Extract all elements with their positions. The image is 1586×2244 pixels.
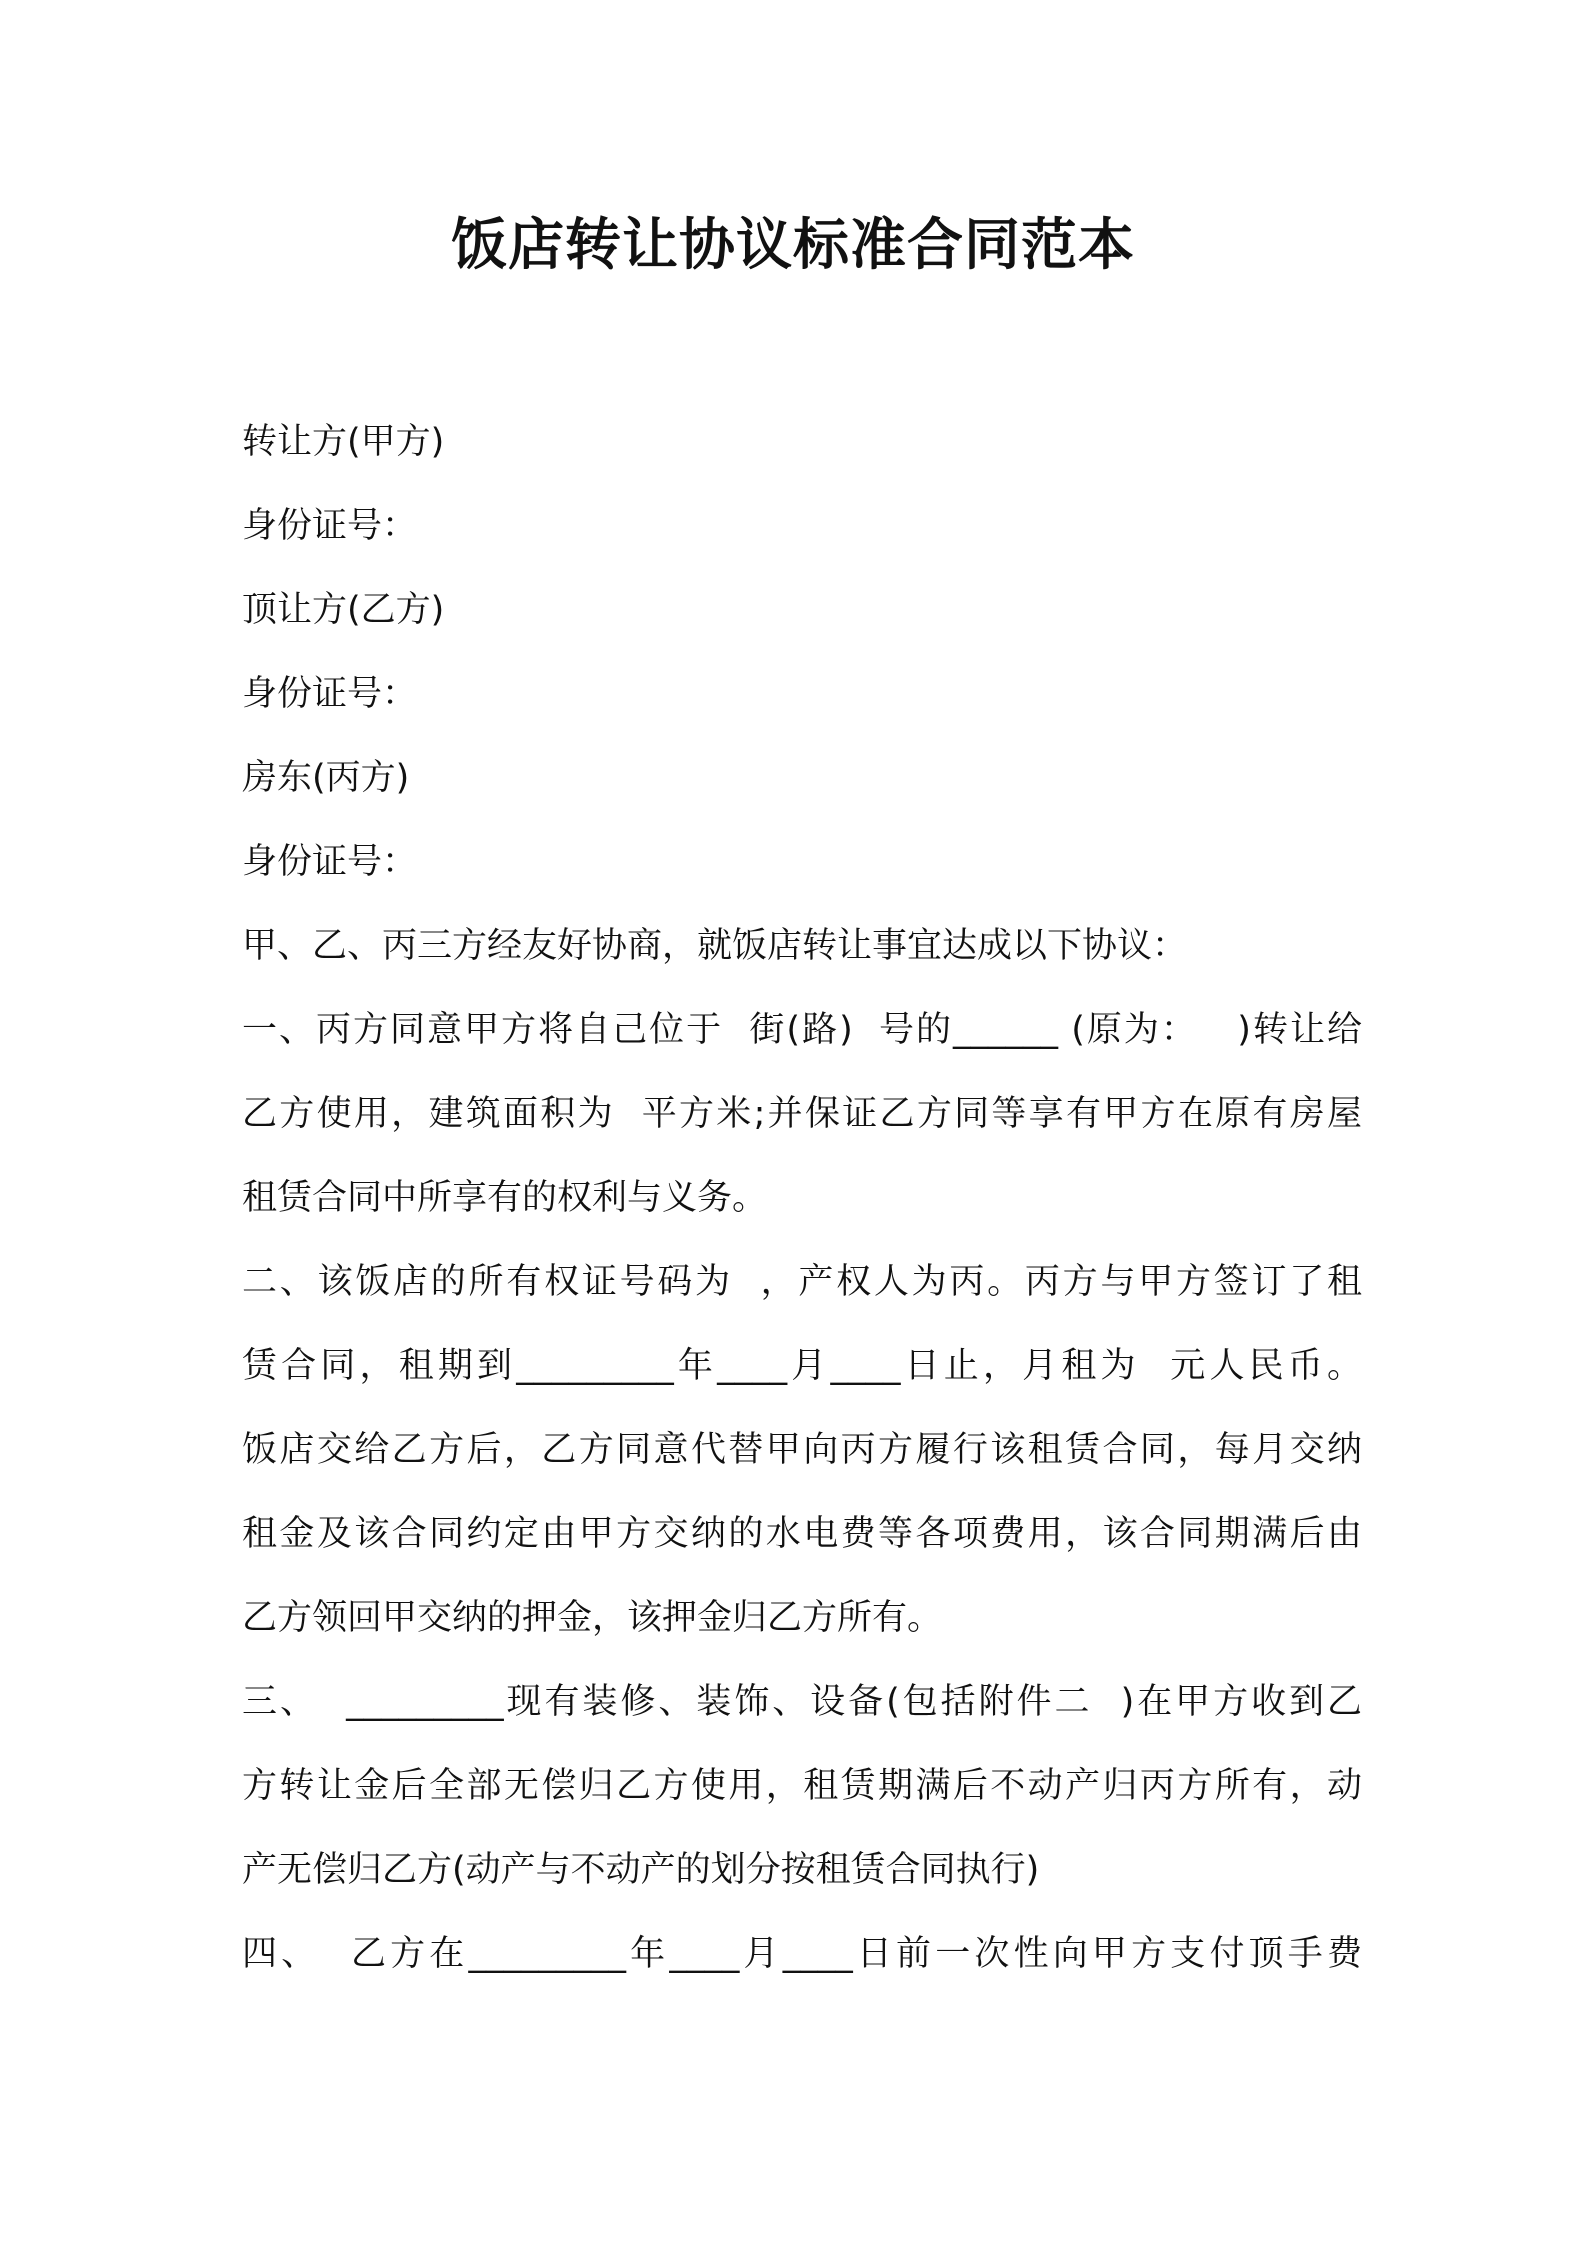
clause-3-line-1: 三、 _________现有装修、装饰、设备(包括附件二 )在甲方收到乙 xyxy=(242,1682,1362,1722)
clause-2-line-3: 饭店交给乙方后，乙方同意代替甲向丙方履行该租赁合同，每月交纳 xyxy=(242,1430,1362,1470)
clause-3-line-2: 方转让金后全部无偿归乙方使用，租赁期满后不动产归丙方所有，动 xyxy=(242,1766,1362,1806)
party-b-label: 顶让方(乙方) xyxy=(242,590,445,630)
party-c-label: 房东(丙方) xyxy=(242,758,410,798)
clause-1-line-2: 乙方使用，建筑面积为 平方米;并保证乙方同等享有甲方在原有房屋 xyxy=(242,1094,1362,1134)
document-body xyxy=(242,400,1362,1996)
clause-2-line-1: 二、该饭店的所有权证号码为 ，产权人为丙。丙方与甲方签订了租 xyxy=(242,1262,1362,1302)
clause-1-line-1: 一、丙方同意甲方将自己位于 街(路) 号的______ (原为： )转让给 xyxy=(242,1010,1362,1050)
clause-3-line-3: 产无偿归乙方(动产与不动产的划分按租赁合同执行) xyxy=(242,1850,1040,1890)
party-a-label: 转让方(甲方) xyxy=(242,422,445,462)
clause-2-line-4: 租金及该合同约定由甲方交纳的水电费等各项费用，该合同期满后由 xyxy=(242,1514,1362,1554)
clause-1-line-3: 租赁合同中所享有的权利与义务。 xyxy=(242,1178,768,1218)
document-title: 饭店转让协议标准合同范本 xyxy=(451,213,1135,278)
party-b-id-label: 身份证号： xyxy=(242,674,418,714)
clause-2-line-2: 赁合同，租期到_________年____月____日止，月租为 元人民币。 xyxy=(242,1346,1362,1386)
agreement-intro: 甲、乙、丙三方经友好协商，就饭店转让事宜达成以下协议： xyxy=(242,926,1188,966)
party-a-id-label: 身份证号： xyxy=(242,506,418,546)
clause-4-line-1: 四、 乙方在_________年____月____日前一次性向甲方支付顶手费 xyxy=(242,1934,1362,1974)
clause-2-line-5: 乙方领回甲交纳的押金，该押金归乙方所有。 xyxy=(242,1598,943,1638)
party-c-id-label: 身份证号： xyxy=(242,842,418,882)
